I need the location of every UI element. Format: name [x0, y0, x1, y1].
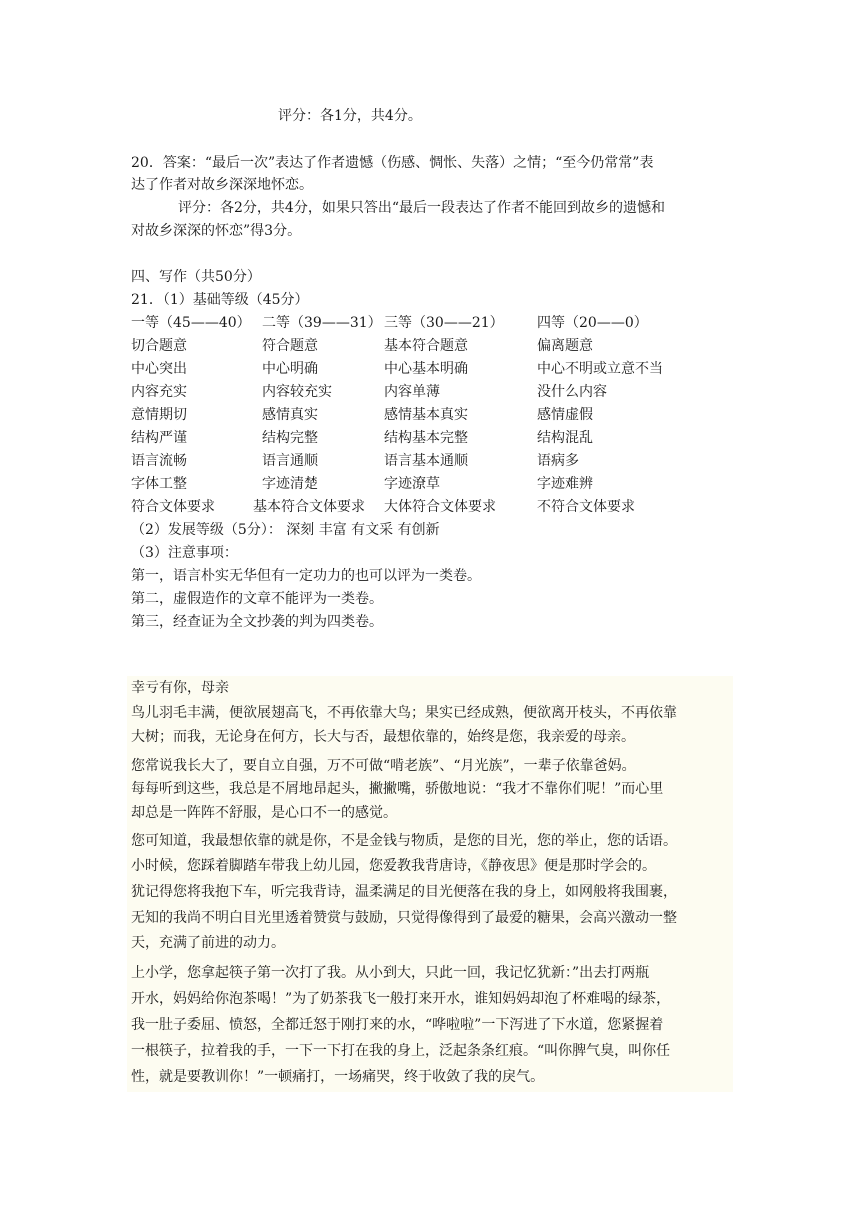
- criteria-cell: 感情基本真实: [384, 407, 468, 423]
- criteria-cell: 结构基本完整: [384, 430, 468, 446]
- criteria-cell: 偏离题意: [537, 338, 593, 354]
- answer-20-line-2: 达了作者对故乡深深地怀恋。: [131, 177, 313, 193]
- essay-line: 犹记得您将我抱下车，听完我背诗，温柔满足的目光便落在我的身上，如网般将我围裹，: [131, 884, 677, 900]
- criteria-cell: 内容较充实: [262, 384, 332, 400]
- criteria-cell: 语言流畅: [131, 453, 187, 469]
- criteria-cell: 符合题意: [262, 338, 318, 354]
- criteria-cell: 中心基本明确: [384, 361, 468, 377]
- criteria-cell: 结构严谨: [131, 430, 187, 446]
- writing-section-title: 四、写作（共50分）: [131, 269, 261, 285]
- notes-title: （3）注意事项：: [131, 545, 238, 561]
- basic-grade-heading: 21．（1）基础等级（45分）: [131, 292, 309, 308]
- essay-line: 性，就是要教训你！”一顿痛打，一场痛哭，终于收敛了我的戾气。: [131, 1069, 545, 1085]
- essay-line: 您常说我长大了，要自立自强，万不可做“啃老族”、“月光族”，一辈子依靠爸妈。: [131, 758, 636, 774]
- essay-line: 您可知道，我最想依靠的就是你，不是金钱与物质，是您的目光，您的举止，您的话语。: [131, 833, 677, 849]
- criteria-cell: 中心突出: [131, 361, 187, 377]
- criteria-cell: 内容单薄: [384, 384, 440, 400]
- essay-line: 开水，妈妈给你泡茶喝！”为了奶茶我飞一般打来开水，谁知妈妈却泡了杯难喝的绿茶，: [131, 991, 671, 1007]
- answer-20-score-line-2: 对故乡深深的怀恋”得3分。: [131, 223, 302, 239]
- essay-line: 鸟儿羽毛丰满，便欲展翅高飞，不再依靠大鸟；果实已经成熟，便欲离开枝头，不再依靠: [131, 705, 677, 721]
- grade-header: 四等（20——0）: [537, 315, 648, 331]
- score-line-19: 评分：各1分，共4分。: [278, 108, 422, 124]
- criteria-cell: 感情虚假: [537, 407, 593, 423]
- answer-20-line-1: 20．答案：“最后一次”表达了作者遗憾（伤感、惆怅、失落）之情；“至今仍常常”表: [131, 155, 654, 171]
- sample-essay: [127, 676, 733, 1092]
- criteria-cell: 字迹清楚: [262, 476, 318, 492]
- criteria-cell: 结构混乱: [537, 430, 593, 446]
- criteria-cell: 字迹潦草: [384, 476, 440, 492]
- criteria-cell: 基本符合文体要求: [253, 499, 365, 515]
- criteria-cell: 大体符合文体要求: [384, 499, 496, 515]
- note-item: 第三，经查证为全文抄袭的判为四类卷。: [131, 614, 383, 630]
- criteria-cell: 结构完整: [262, 430, 318, 446]
- criteria-cell: 中心明确: [262, 361, 318, 377]
- criteria-cell: 不符合文体要求: [537, 499, 635, 515]
- criteria-cell: 没什么内容: [537, 384, 607, 400]
- grade-header: 一等（45——40）: [131, 315, 251, 331]
- essay-line: 天，充满了前进的动力。: [131, 935, 285, 951]
- essay-line: 大树；而我，无论身在何方，长大与否，最想依靠的，始终是您，我亲爱的母亲。: [131, 729, 635, 745]
- grade-header: 三等（30——21）: [384, 315, 504, 331]
- criteria-cell: 感情真实: [262, 407, 318, 423]
- essay-line: 上小学，您拿起筷子第一次打了我。从小到大，只此一回，我记忆犹新：”出去打两瓶: [131, 965, 650, 981]
- note-item: 第一，语言朴实无华但有一定功力的也可以评为一类卷。: [131, 568, 481, 584]
- criteria-cell: 内容充实: [131, 384, 187, 400]
- criteria-cell: 语病多: [537, 453, 579, 469]
- essay-line: 我一肚子委屈、愤怒，全都迁怒于刚打来的水，“哗啦啦”一下泻进了下水道，您紧握着: [131, 1017, 664, 1033]
- criteria-cell: 基本符合题意: [384, 338, 468, 354]
- essay-line: 无知的我尚不明白目光里透着赞赏与鼓励，只觉得像得到了最爱的糖果，会高兴激动一整: [131, 910, 677, 926]
- answer-20-score-line-1: 评分：各2分，共4分，如果只答出“最后一段表达了作者不能回到故乡的遗憾和: [178, 200, 665, 216]
- grade-header: 二等（39——31）: [262, 315, 382, 331]
- criteria-cell: 符合文体要求: [131, 499, 215, 515]
- essay-title: 幸亏有你，母亲: [131, 680, 229, 696]
- criteria-cell: 切合题意: [131, 338, 187, 354]
- criteria-cell: 意情期切: [131, 407, 187, 423]
- criteria-cell: 字体工整: [131, 476, 187, 492]
- criteria-cell: 中心不明或立意不当: [537, 361, 663, 377]
- development-grade: （2）发展等级（5分）： 深刻 丰富 有文采 有创新: [131, 522, 440, 538]
- criteria-cell: 字迹难辨: [537, 476, 593, 492]
- essay-line: 却总是一阵阵不舒服，是心口不一的感觉。: [131, 805, 397, 821]
- note-item: 第二，虚假造作的文章不能评为一类卷。: [131, 591, 383, 607]
- criteria-cell: 语言基本通顺: [384, 453, 468, 469]
- essay-line: 每每听到这些，我总是不屑地昂起头，撇撇嘴，骄傲地说：“我才不靠你们呢！”而心里: [131, 781, 664, 797]
- criteria-cell: 语言通顺: [262, 453, 318, 469]
- essay-line: 小时候，您踩着脚踏车带我上幼儿园，您爱教我背唐诗，《静夜思》便是那时学会的。: [131, 858, 656, 874]
- essay-line: 一根筷子，拉着我的手，一下一下打在我的身上，泛起条条红痕。“叫你脾气臭，叫你任: [131, 1043, 671, 1059]
